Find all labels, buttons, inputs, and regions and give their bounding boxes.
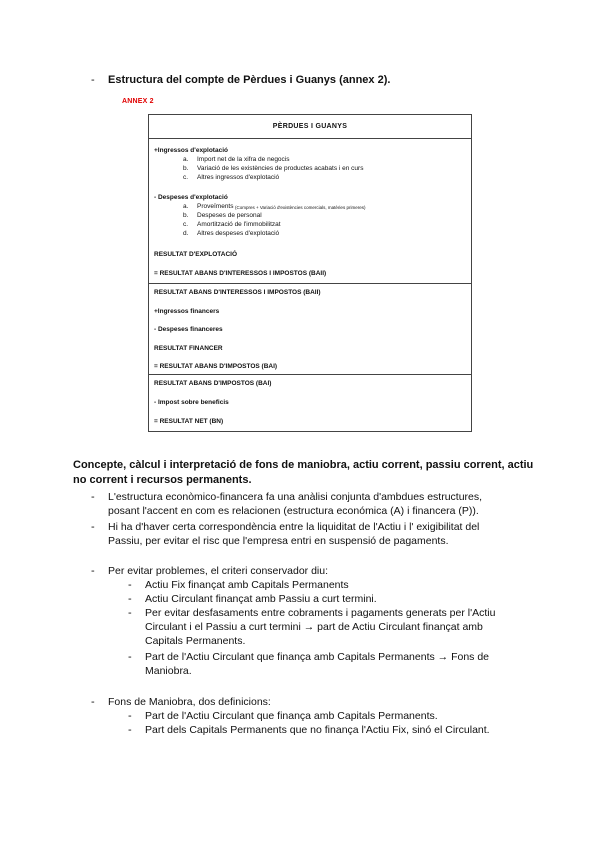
sub-item: Part de l'Actiu Circulant que finança amb Capitals Permanents → Fons de (145, 651, 490, 663)
sub-item: Part de l'Actiu Circulant que finança amb Capitals Permanents. (145, 710, 438, 722)
sub-item: Circulant i el Passiu a curt termini → part de Actiu Circulant finançat amb (145, 621, 483, 633)
despeses-header: - Despeses d'explotació (154, 194, 228, 201)
profit-loss-table (148, 114, 472, 432)
impost-beneficis: - Impost sobre beneficis (154, 399, 229, 406)
list-item: Altres ingressos d'explotació (197, 174, 280, 181)
resultat-explotacio: RESULTAT D'EXPLOTACIÓ (154, 251, 238, 258)
table-title: PÈRDUES I GUANYS (149, 115, 471, 139)
list-item: Amortització de l'immobilitzat (197, 221, 281, 228)
list-item-letter: a. (183, 156, 189, 163)
list-item: Proveïments (197, 203, 234, 210)
paragraph-line: Per evitar problemes, el criteri conservador diu: (108, 565, 329, 577)
paragraph-line: L'estructura econòmico-financera fa una anàlisi conjunta d'ambdues estructures, (108, 491, 483, 503)
sub-bullet-dash: - (128, 593, 132, 605)
sub-bullet-dash: - (128, 651, 132, 663)
sub-item: Maniobra. (145, 665, 192, 677)
paragraph-line: Fons de Maniobra, dos definicions: (108, 696, 271, 708)
list-item-letter: b. (183, 212, 189, 219)
list-item: Despeses de personal (197, 212, 262, 219)
list-item-letter: c. (183, 174, 189, 181)
paragraph-line: posant l'accent en com es relacionen (estructura económica (A) i financera (P)). (108, 505, 479, 517)
paragraph-line: Hi ha d'haver certa correspondència entre la liquiditat de l'Actiu i l' exigibilitat del (108, 521, 480, 533)
paragraph-line: Passiu, per evitar el risc que l'empresa entri en suspensió de pagaments. (108, 535, 449, 547)
despeses-financeres: - Despeses financeres (154, 326, 223, 333)
bai-row: RESULTAT ABANS D'IMPOSTOS (BAI) (154, 380, 272, 387)
baii-result: = RESULTAT ABANS D'INTERESSOS I IMPOSTOS (BAII) (154, 270, 327, 277)
section-title: Estructura del compte de Pèrdues i Guanys (annex 2). (108, 74, 391, 86)
list-item-letter: d. (183, 230, 189, 237)
divider (149, 374, 471, 375)
sub-bullet-dash: - (128, 579, 132, 591)
bullet-dash: - (91, 565, 95, 577)
list-item-letter: c. (183, 221, 189, 228)
sub-bullet-dash: - (128, 710, 132, 722)
sub-bullet-dash: - (128, 724, 132, 736)
ingressos-header: +Ingressos d'explotació (154, 147, 228, 154)
list-item-letter: b. (183, 165, 189, 172)
section-heading: Concepte, càlcul i interpretació de fons de maniobra, actiu corrent, passiu corrent, actiu no corrent i recursos permanents. (73, 459, 534, 486)
list-item-note: (Compres + Variació d'existències comercials, matèries primeres) (235, 205, 366, 210)
resultat-net: = RESULTAT NET (BN) (154, 418, 224, 425)
list-item: Import net de la xifra de negocis (197, 156, 290, 163)
list-item: Altres despeses d'explotació (197, 230, 280, 237)
annex-label: ANNEX 2 (122, 98, 154, 105)
bullet-dash: - (91, 696, 95, 708)
sub-item: Per evitar desfasaments entre cobraments i pagaments generats per l'Actiu (145, 607, 496, 619)
sub-item: Capitals Permanents. (145, 635, 246, 647)
list-item: Variació de les existències de productes acabats i en curs (197, 165, 364, 172)
sub-item: Part dels Capitals Permanents que no finança l'Actiu Fix, sinó el Circulant. (145, 724, 490, 736)
sub-item: Actiu Fix finançat amb Capitals Permanents (145, 579, 349, 591)
list-item-letter: a. (183, 203, 189, 210)
sub-item: Actiu Circulant finançat amb Passiu a curt termini. (145, 593, 377, 605)
ingressos-financers: +Ingressos financers (154, 308, 220, 315)
heading-bullet: - (91, 74, 95, 86)
bullet-dash: - (91, 521, 95, 533)
sub-bullet-dash: - (128, 607, 132, 619)
bullet-dash: - (91, 491, 95, 503)
baii-row: RESULTAT ABANS D'INTERESSOS I IMPOSTOS (BAII) (154, 289, 321, 296)
bai-result: = RESULTAT ABANS D'IMPOSTOS (BAI) (154, 363, 278, 370)
divider (149, 283, 471, 284)
resultat-financer: RESULTAT FINANCER (154, 345, 223, 352)
